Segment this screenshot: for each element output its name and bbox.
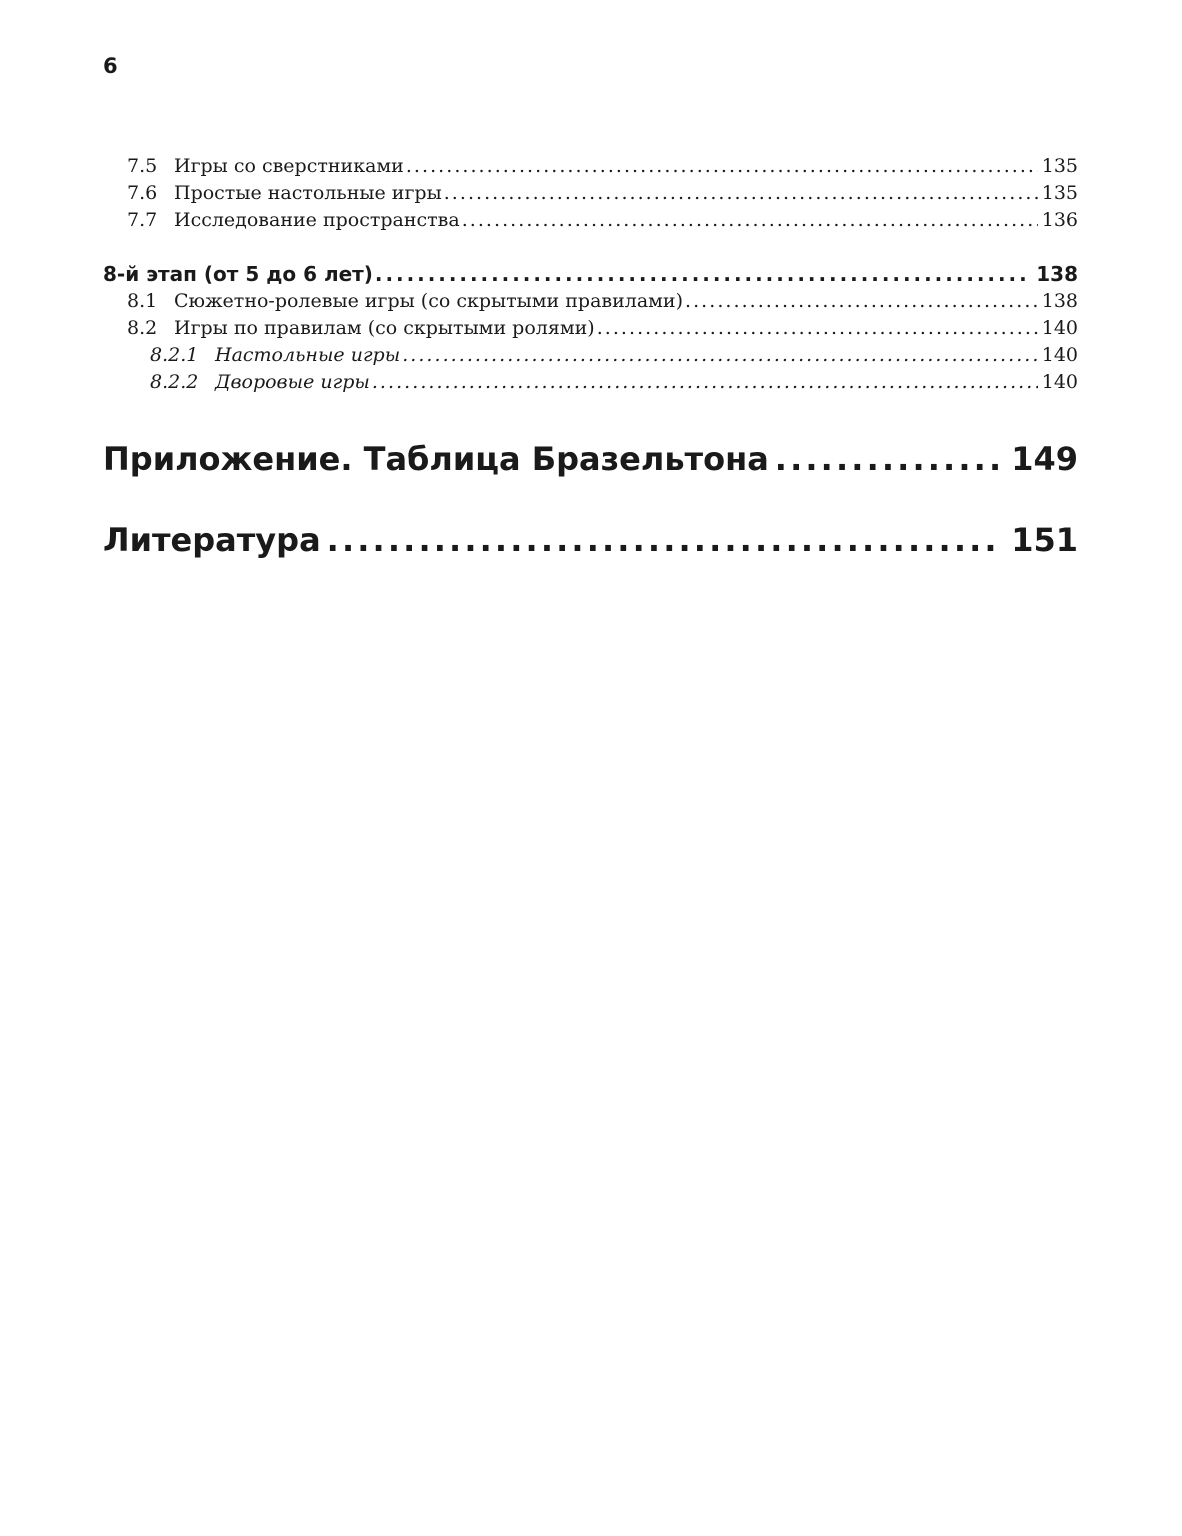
toc-entry-title: Исследование пространства bbox=[174, 209, 460, 231]
toc-entry-page: 138 bbox=[1041, 290, 1078, 312]
toc-entry-number: 7.5 bbox=[127, 155, 158, 177]
dot-leader bbox=[597, 315, 1038, 342]
toc-entry-appendix[interactable] bbox=[103, 437, 1078, 481]
dot-leader bbox=[775, 437, 1003, 481]
toc-entry-title: Приложение. Таблица Бразельтона bbox=[103, 440, 769, 478]
toc-entry-number: 8.2.2 bbox=[150, 371, 199, 393]
toc-entry-stage-8[interactable] bbox=[103, 260, 1078, 288]
toc-entry-title: Игры со сверстниками bbox=[174, 155, 404, 177]
toc-entry-page: 135 bbox=[1041, 155, 1078, 177]
toc-entry-number: 8.2.1 bbox=[150, 344, 199, 366]
toc-entry-page: 149 bbox=[1011, 440, 1078, 478]
toc-entry-title: 8-й этап (от 5 до 6 лет) bbox=[103, 262, 373, 286]
dot-leader bbox=[462, 207, 1038, 234]
toc-entry-page: 140 bbox=[1041, 317, 1078, 339]
toc-entry-title: Простые настольные игры bbox=[174, 182, 442, 204]
dot-leader bbox=[444, 180, 1038, 207]
toc-entry-page: 138 bbox=[1036, 262, 1078, 286]
toc-entry-7-7[interactable] bbox=[127, 207, 1078, 234]
toc-entry-title: Литература bbox=[103, 521, 321, 559]
toc-entry-title: Дворовые игры bbox=[215, 371, 370, 393]
page-number: 6 bbox=[103, 54, 118, 78]
toc-entry-7-5[interactable] bbox=[127, 153, 1078, 180]
toc-entry-page: 140 bbox=[1041, 344, 1078, 366]
toc-entry-number: 7.6 bbox=[127, 182, 158, 204]
toc-entry-page: 151 bbox=[1011, 521, 1078, 559]
toc-entry-page: 140 bbox=[1041, 371, 1078, 393]
toc-entry-8-2-1[interactable] bbox=[150, 342, 1078, 369]
dot-leader bbox=[375, 260, 1026, 288]
toc-entry-page: 136 bbox=[1041, 209, 1078, 231]
toc-entry-literature[interactable] bbox=[103, 518, 1078, 562]
dot-leader bbox=[372, 369, 1038, 396]
toc-entry-page: 135 bbox=[1041, 182, 1078, 204]
dot-leader bbox=[685, 288, 1038, 315]
toc-entry-number: 8.1 bbox=[127, 290, 158, 312]
toc-entry-8-2[interactable] bbox=[127, 315, 1078, 342]
dot-leader bbox=[406, 153, 1038, 180]
dot-leader bbox=[402, 342, 1038, 369]
toc-entry-number: 7.7 bbox=[127, 209, 158, 231]
toc-entry-title: Настольные игры bbox=[215, 344, 401, 366]
dot-leader bbox=[327, 518, 1004, 562]
toc-entry-8-2-2[interactable] bbox=[150, 369, 1078, 396]
toc-entry-8-1[interactable] bbox=[127, 288, 1078, 315]
toc-entry-number: 8.2 bbox=[127, 317, 158, 339]
toc-entry-7-6[interactable] bbox=[127, 180, 1078, 207]
toc-entry-title: Игры по правилам (со скрытыми ролями) bbox=[174, 317, 595, 339]
toc-entry-title: Сюжетно-ролевые игры (со скрытыми правилами) bbox=[174, 290, 684, 312]
